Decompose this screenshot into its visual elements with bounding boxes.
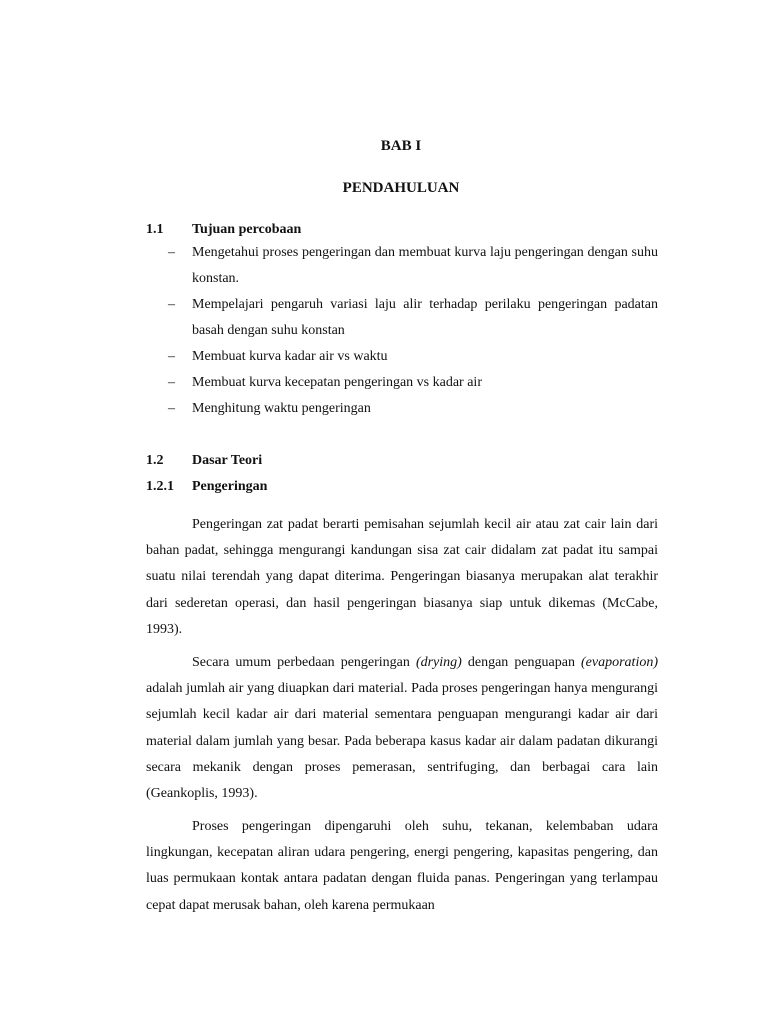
bullet-dash: – — [168, 401, 175, 416]
term-drying: (drying) — [415, 655, 462, 670]
paragraph-text: adalah jumlah air yang diuapkan dari material. Pada proses pengeringan hanya mengurangi sejumlah kecil kadar air dari material sementara penguapan mengurangi kadar air dari material dalam jumlah yang besar. Pada beberapa kasus kadar air dalam padatan dikurangi secara mekanik dengan proses pemerasan, sentrifuging, dan berbagai cara lain (Geankoplis, 1993). — [146, 681, 658, 802]
list-item-text: Membuat kurva kecepatan pengeringan vs kadar air — [192, 375, 482, 390]
section-number: 1.2.1 — [146, 479, 174, 494]
paragraph-3: Proses pengeringan dipengaruhi oleh suhu, tekanan, kelembaban udara lingkungan, kecepatan aliran udara pengering, energi pengering, kapasitas pengering, dan luas permukaan kontak antara padatan dengan fluida panas. Pengeringan yang terlampau cepat dapat merusak bahan, oleh karena permukaan — [146, 819, 658, 913]
paragraph-1: Pengeringan zat padat berarti pemisahan sejumlah kecil air atau zat cair lain dari bahan padat, sehingga mengurangi kandungan sisa zat cair didalam zat padat itu sampai suatu nilai terendah yang dapat diterima. Pengeringan biasanya merupakan alat terakhir dari sederetan operasi, dan hasil pengeringan biasanya siap untuk dikemas (McCabe, 1993). — [146, 517, 658, 637]
bullet-dash: – — [168, 375, 175, 390]
section-title: Dasar Teori — [192, 453, 263, 468]
section-heading-1-2-1 — [146, 479, 267, 495]
bullet-dash: – — [168, 297, 175, 312]
list-item — [168, 370, 658, 396]
section-title: Pengeringan — [192, 479, 268, 494]
chapter-label: BAB I — [380, 138, 422, 154]
list-item — [168, 292, 658, 344]
section-heading-1-1 — [146, 222, 301, 238]
section-heading-1-2 — [146, 453, 262, 469]
term-evaporation: (evaporation) — [581, 655, 658, 670]
list-item — [168, 240, 658, 292]
list-item-text: Membuat kurva kadar air vs waktu — [192, 349, 388, 364]
list-item — [168, 344, 658, 370]
list-item-text: Mempelajari pengaruh variasi laju alir terhadap perilaku pengeringan padatan basah dengan suhu konstan — [192, 297, 658, 338]
list-item-text: Menghitung waktu pengeringan — [192, 401, 371, 416]
bullet-dash: – — [168, 349, 175, 364]
paragraph-text: Secara umum perbedaan pengeringan — [192, 655, 416, 670]
objectives-list — [168, 240, 658, 422]
paragraph-text: dengan penguapan — [461, 655, 582, 670]
list-item — [168, 396, 658, 422]
section-number: 1.2 — [146, 453, 164, 468]
section-number: 1.1 — [146, 222, 164, 237]
section-title: Tujuan percobaan — [192, 222, 302, 237]
bullet-dash: – — [168, 245, 175, 260]
chapter-title: PENDAHULUAN — [342, 180, 460, 196]
paragraph-2 — [146, 650, 658, 807]
list-item-text: Mengetahui proses pengeringan dan membuat kurva laju pengeringan dengan suhu konstan. — [192, 245, 658, 286]
